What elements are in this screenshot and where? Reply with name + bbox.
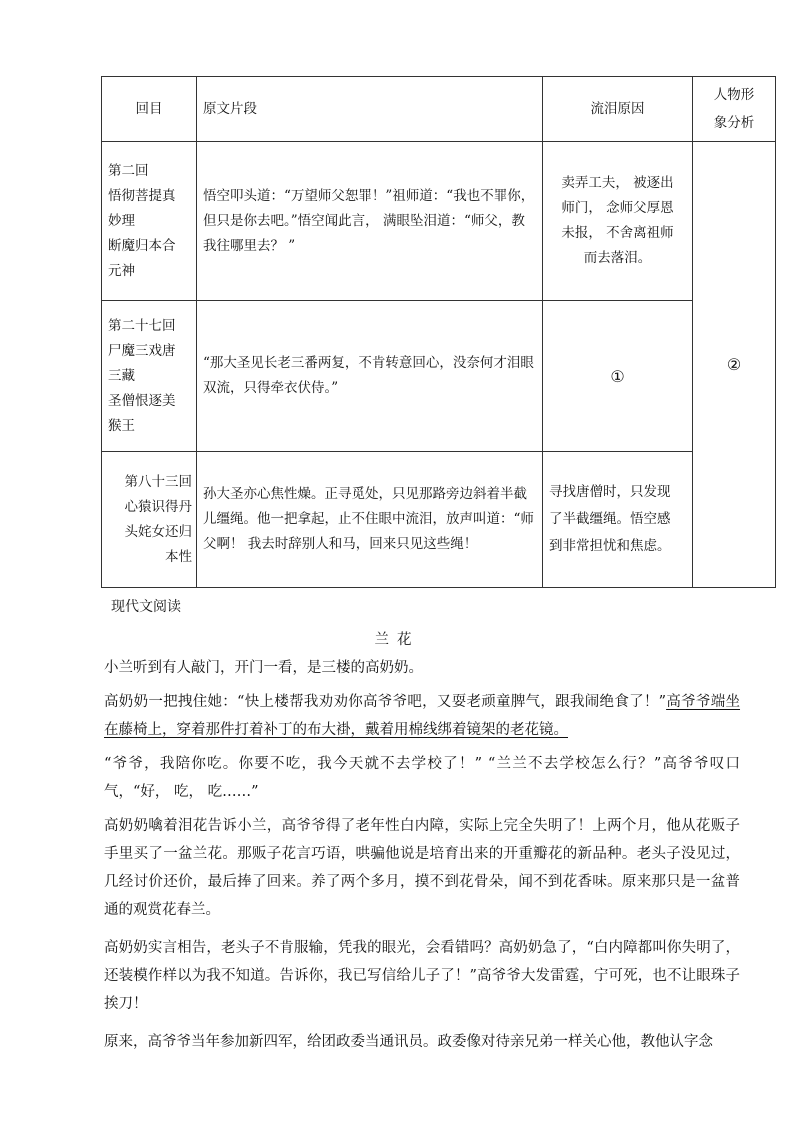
story-text: 高奶奶实言相告，老头子不肯服输，凭我的眼光，会看错吗？高奶奶急了，“白内障都叫你失明了，还装模作样以为我不知道。告诉你，我已写信给儿子了！”高爷爷大发雷霆，宁可死，也不让眼珠子挨刀！ xyxy=(104,940,740,1012)
reason-cell: 卖弄工夫， 被逐出 师门， 念师父厚恩 未报， 不舍离祖师 而去落泪。 xyxy=(543,142,693,301)
story-text: 高奶奶一把拽住她：“快上楼帮我劝劝你高爷爷吧，又耍老顽童脾气，跟我闹绝食了！” xyxy=(104,694,667,710)
analysis-blank-cell: ② xyxy=(693,142,776,588)
table-row xyxy=(102,142,776,301)
excerpt-cell: 悟空叩头道：“万望师父恕罪！”祖师道：“我也不罪你， 但只是你去吧。”悟空闻此言， 满眼坠泪道：“师父，教我往哪里去？ ” xyxy=(197,142,543,301)
header-reason: 流泪原因 xyxy=(543,77,693,142)
journey-tears-table xyxy=(101,76,776,588)
section-title: 现代文阅读 xyxy=(111,599,181,615)
excerpt-cell: 孙大圣亦心焦性燥。正寻觅处，只见那路旁边斜着半截儿缰绳。他一把拿起，止不住眼中流泪，放声叫道：“师父啊！ 我去时辞别人和马，回来只见这些绳！ xyxy=(197,452,543,588)
table-row xyxy=(102,452,776,588)
story-paragraph-5 xyxy=(104,934,740,1018)
underlined-sentence: 高爷爷端坐在藤椅上，穿着那件打着补丁的布大褂，戴着用棉线绑着镜架的老花镜。 xyxy=(104,694,741,738)
chapter-cell: 第八十三回 心猿识得丹 头姹女还归 本性 xyxy=(102,452,197,588)
story-title: 兰花 xyxy=(374,632,420,648)
story-text: “爷爷，我陪你吃。你要不吃，我今天就不去学校了！” “兰兰不去学校怎么行？”高爷爷叹口气，“好， 吃， 吃……” xyxy=(104,756,740,800)
header-analysis: 人物形 象分析 xyxy=(693,77,776,142)
header-excerpt: 原文片段 xyxy=(197,77,543,142)
story-text: 小兰听到有人敲门，开门一看，是三楼的高奶奶。 xyxy=(104,660,423,676)
story-paragraph-1 xyxy=(104,654,740,682)
excerpt-cell: “那大圣见长老三番两复，不肯转意回心，没奈何才泪眼双流，只得牵衣伏侍。” xyxy=(197,301,543,452)
table-row xyxy=(102,301,776,452)
story-paragraph-4 xyxy=(104,812,740,924)
table-header-row xyxy=(102,77,776,142)
chapter-cell: 第二回 悟彻菩提真 妙理 断魔归本合 元神 xyxy=(102,142,197,301)
story-paragraph-2 xyxy=(104,688,740,744)
reason-cell: 寻找唐僧时，只发现 了半截缰绳。悟空感 到非常担忧和焦虑。 xyxy=(543,452,693,588)
chapter-cell: 第二十七回 尸魔三戏唐 三藏 圣僧恨逐美 猴王 xyxy=(102,301,197,452)
header-chapter: 回目 xyxy=(102,77,197,142)
story-text: 原来，高爷爷当年参加新四军，给团政委当通讯员。政委像对待亲兄弟一样关心他，教他认字念 xyxy=(104,1034,713,1050)
reason-blank-cell: ① xyxy=(543,301,693,452)
story-paragraph-6 xyxy=(104,1028,740,1056)
story-text: 高奶奶噙着泪花告诉小兰，高爷爷得了老年性白内障，实际上完全失明了！上两个月，他从花贩子手里买了一盆兰花。那贩子花言巧语，哄骗他说是培育出来的开重瓣花的新品种。老头子没见过，几经讨价还价，最后捧了回来。养了两个多月，摸不到花骨朵，闻不到花香味。原来那只是一盆普通的观赏花春兰。 xyxy=(104,818,740,918)
story-paragraph-3 xyxy=(104,750,740,806)
